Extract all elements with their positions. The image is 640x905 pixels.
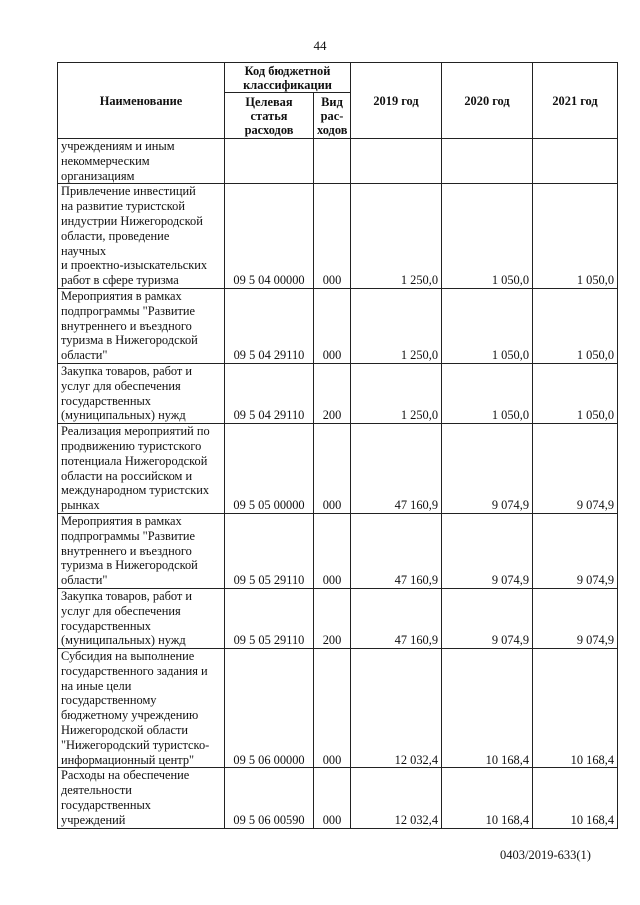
row-2020: 1 050,0 [442, 184, 533, 289]
row-name-line: деятельности [61, 783, 132, 798]
row-name-line: Расходы на обеспечение [61, 768, 190, 783]
row-name [58, 184, 225, 289]
row-name-line: индустрии Нижегородской [61, 213, 203, 228]
row-name-line: внутреннего и въездного [61, 318, 192, 333]
row-name-line: области" [61, 573, 108, 588]
row-2021: 9 074,9 [533, 424, 618, 514]
row-2021: 1 050,0 [533, 288, 618, 363]
row-name [58, 288, 225, 363]
row-name-line: государственных [61, 393, 152, 408]
table-row [58, 184, 618, 289]
row-name-line: области на российском и [61, 468, 193, 483]
row-code [225, 139, 314, 184]
row-name-line: внутреннего и въездного [61, 543, 192, 558]
row-code: 09 5 05 29110 [225, 513, 314, 588]
row-2019 [351, 139, 442, 184]
row-kind: 000 [314, 184, 351, 289]
budget-table [57, 62, 618, 829]
row-name-line: "Нижегородский туристско- [61, 737, 210, 752]
table-row [58, 588, 618, 648]
row-name-line: на развитие туристской [61, 199, 185, 214]
row-kind: 000 [314, 513, 351, 588]
table-row [58, 288, 618, 363]
row-2020: 9 074,9 [442, 424, 533, 514]
row-2019: 1 250,0 [351, 288, 442, 363]
row-2021: 10 168,4 [533, 768, 618, 828]
row-name-line: области, проведение [61, 228, 170, 243]
row-name [58, 513, 225, 588]
row-name-line: учреждениям и иным [61, 139, 175, 153]
row-name-line: Мероприятия в рамках [61, 513, 182, 528]
row-2019: 47 160,9 [351, 424, 442, 514]
header-name: Наименование [58, 63, 225, 139]
table-row [58, 139, 618, 184]
row-name-line: услуг для обеспечения [61, 378, 181, 393]
row-code: 09 5 04 29110 [225, 363, 314, 423]
row-name-line: области" [61, 348, 108, 363]
row-name-line: Закупка товаров, работ и [61, 363, 193, 378]
row-2021 [533, 139, 618, 184]
header-code-group: Код бюджетной классификации [225, 63, 351, 93]
row-2021: 1 050,0 [533, 184, 618, 289]
row-kind: 000 [314, 424, 351, 514]
row-kind [314, 139, 351, 184]
header-expense-kind: Вид рас-ходов [314, 93, 351, 139]
row-2020: 9 074,9 [442, 588, 533, 648]
row-name-line: продвижению туристского [61, 438, 202, 453]
row-name-line: учреждений [61, 812, 126, 827]
row-name-line: подпрограммы "Развитие [61, 528, 196, 543]
row-kind: 200 [314, 363, 351, 423]
row-2019: 12 032,4 [351, 768, 442, 828]
row-2019: 1 250,0 [351, 363, 442, 423]
row-name-line: на иные цели [61, 678, 132, 693]
row-name [58, 139, 225, 184]
page-number: 44 [313, 38, 327, 53]
table-row [58, 363, 618, 423]
row-2019: 12 032,4 [351, 649, 442, 768]
row-name-line: Привлечение инвестиций [61, 184, 196, 199]
row-name [58, 363, 225, 423]
row-2020: 1 050,0 [442, 288, 533, 363]
row-name [58, 768, 225, 828]
header-2019: 2019 год [351, 63, 442, 139]
document-code: 0403/2019-633(1) [500, 848, 591, 862]
row-2019: 1 250,0 [351, 184, 442, 289]
row-name-line: Нижегородской области [61, 723, 189, 738]
header-2020: 2020 год [442, 63, 533, 139]
row-name-line: организациям [61, 168, 135, 183]
row-name-line: государственных [61, 798, 152, 813]
table-row [58, 649, 618, 768]
table-row [58, 424, 618, 514]
row-code: 09 5 05 29110 [225, 588, 314, 648]
row-name-line: Реализация мероприятий по [61, 424, 210, 439]
row-2021: 1 050,0 [533, 363, 618, 423]
row-kind: 000 [314, 768, 351, 828]
row-kind: 000 [314, 288, 351, 363]
row-name-line: информационный центр" [61, 752, 195, 767]
row-name-line: рынках [61, 498, 100, 513]
row-name-line: некоммерческим [61, 153, 150, 168]
row-2021: 9 074,9 [533, 588, 618, 648]
row-code: 09 5 04 00000 [225, 184, 314, 289]
row-name [58, 424, 225, 514]
row-name-line: государственного задания и [61, 663, 208, 678]
row-2021: 10 168,4 [533, 649, 618, 768]
row-code: 09 5 06 00000 [225, 649, 314, 768]
row-2020 [442, 139, 533, 184]
row-code: 09 5 06 00590 [225, 768, 314, 828]
table-body [58, 139, 618, 829]
table-row [58, 513, 618, 588]
row-2020: 10 168,4 [442, 768, 533, 828]
row-name-line: потенциала Нижегородской [61, 453, 208, 468]
row-2020: 1 050,0 [442, 363, 533, 423]
row-2019: 47 160,9 [351, 588, 442, 648]
row-name-line: Субсидия на выполнение [61, 649, 195, 664]
row-name-line: подпрограммы "Развитие [61, 303, 196, 318]
row-name-line: работ в сфере туризма [61, 273, 179, 288]
row-name-line: и проектно-изыскательских [61, 258, 208, 273]
table-row [58, 768, 618, 828]
row-code: 09 5 05 00000 [225, 424, 314, 514]
row-name-line: туризма в Нижегородской [61, 558, 198, 573]
row-name-line: международном туристских [61, 483, 210, 498]
header-2021: 2021 год [533, 63, 618, 139]
row-code: 09 5 04 29110 [225, 288, 314, 363]
row-name-line: Закупка товаров, работ и [61, 588, 193, 603]
row-name-line: государственных [61, 618, 152, 633]
row-name-line: (муниципальных) нужд [61, 408, 186, 423]
row-name [58, 649, 225, 768]
row-2019: 47 160,9 [351, 513, 442, 588]
row-name-line: бюджетному учреждению [61, 708, 199, 723]
row-2021: 9 074,9 [533, 513, 618, 588]
row-name-line: научных [61, 243, 107, 258]
row-kind: 000 [314, 649, 351, 768]
row-2020: 10 168,4 [442, 649, 533, 768]
row-2020: 9 074,9 [442, 513, 533, 588]
row-name-line: туризма в Нижегородской [61, 333, 198, 348]
row-name-line: услуг для обеспечения [61, 603, 181, 618]
row-name-line: (муниципальных) нужд [61, 633, 186, 648]
row-name-line: государственному [61, 693, 157, 708]
header-target-item: Целевая статья расходов [225, 93, 314, 139]
row-name-line: Мероприятия в рамках [61, 288, 182, 303]
row-name [58, 588, 225, 648]
row-kind: 200 [314, 588, 351, 648]
